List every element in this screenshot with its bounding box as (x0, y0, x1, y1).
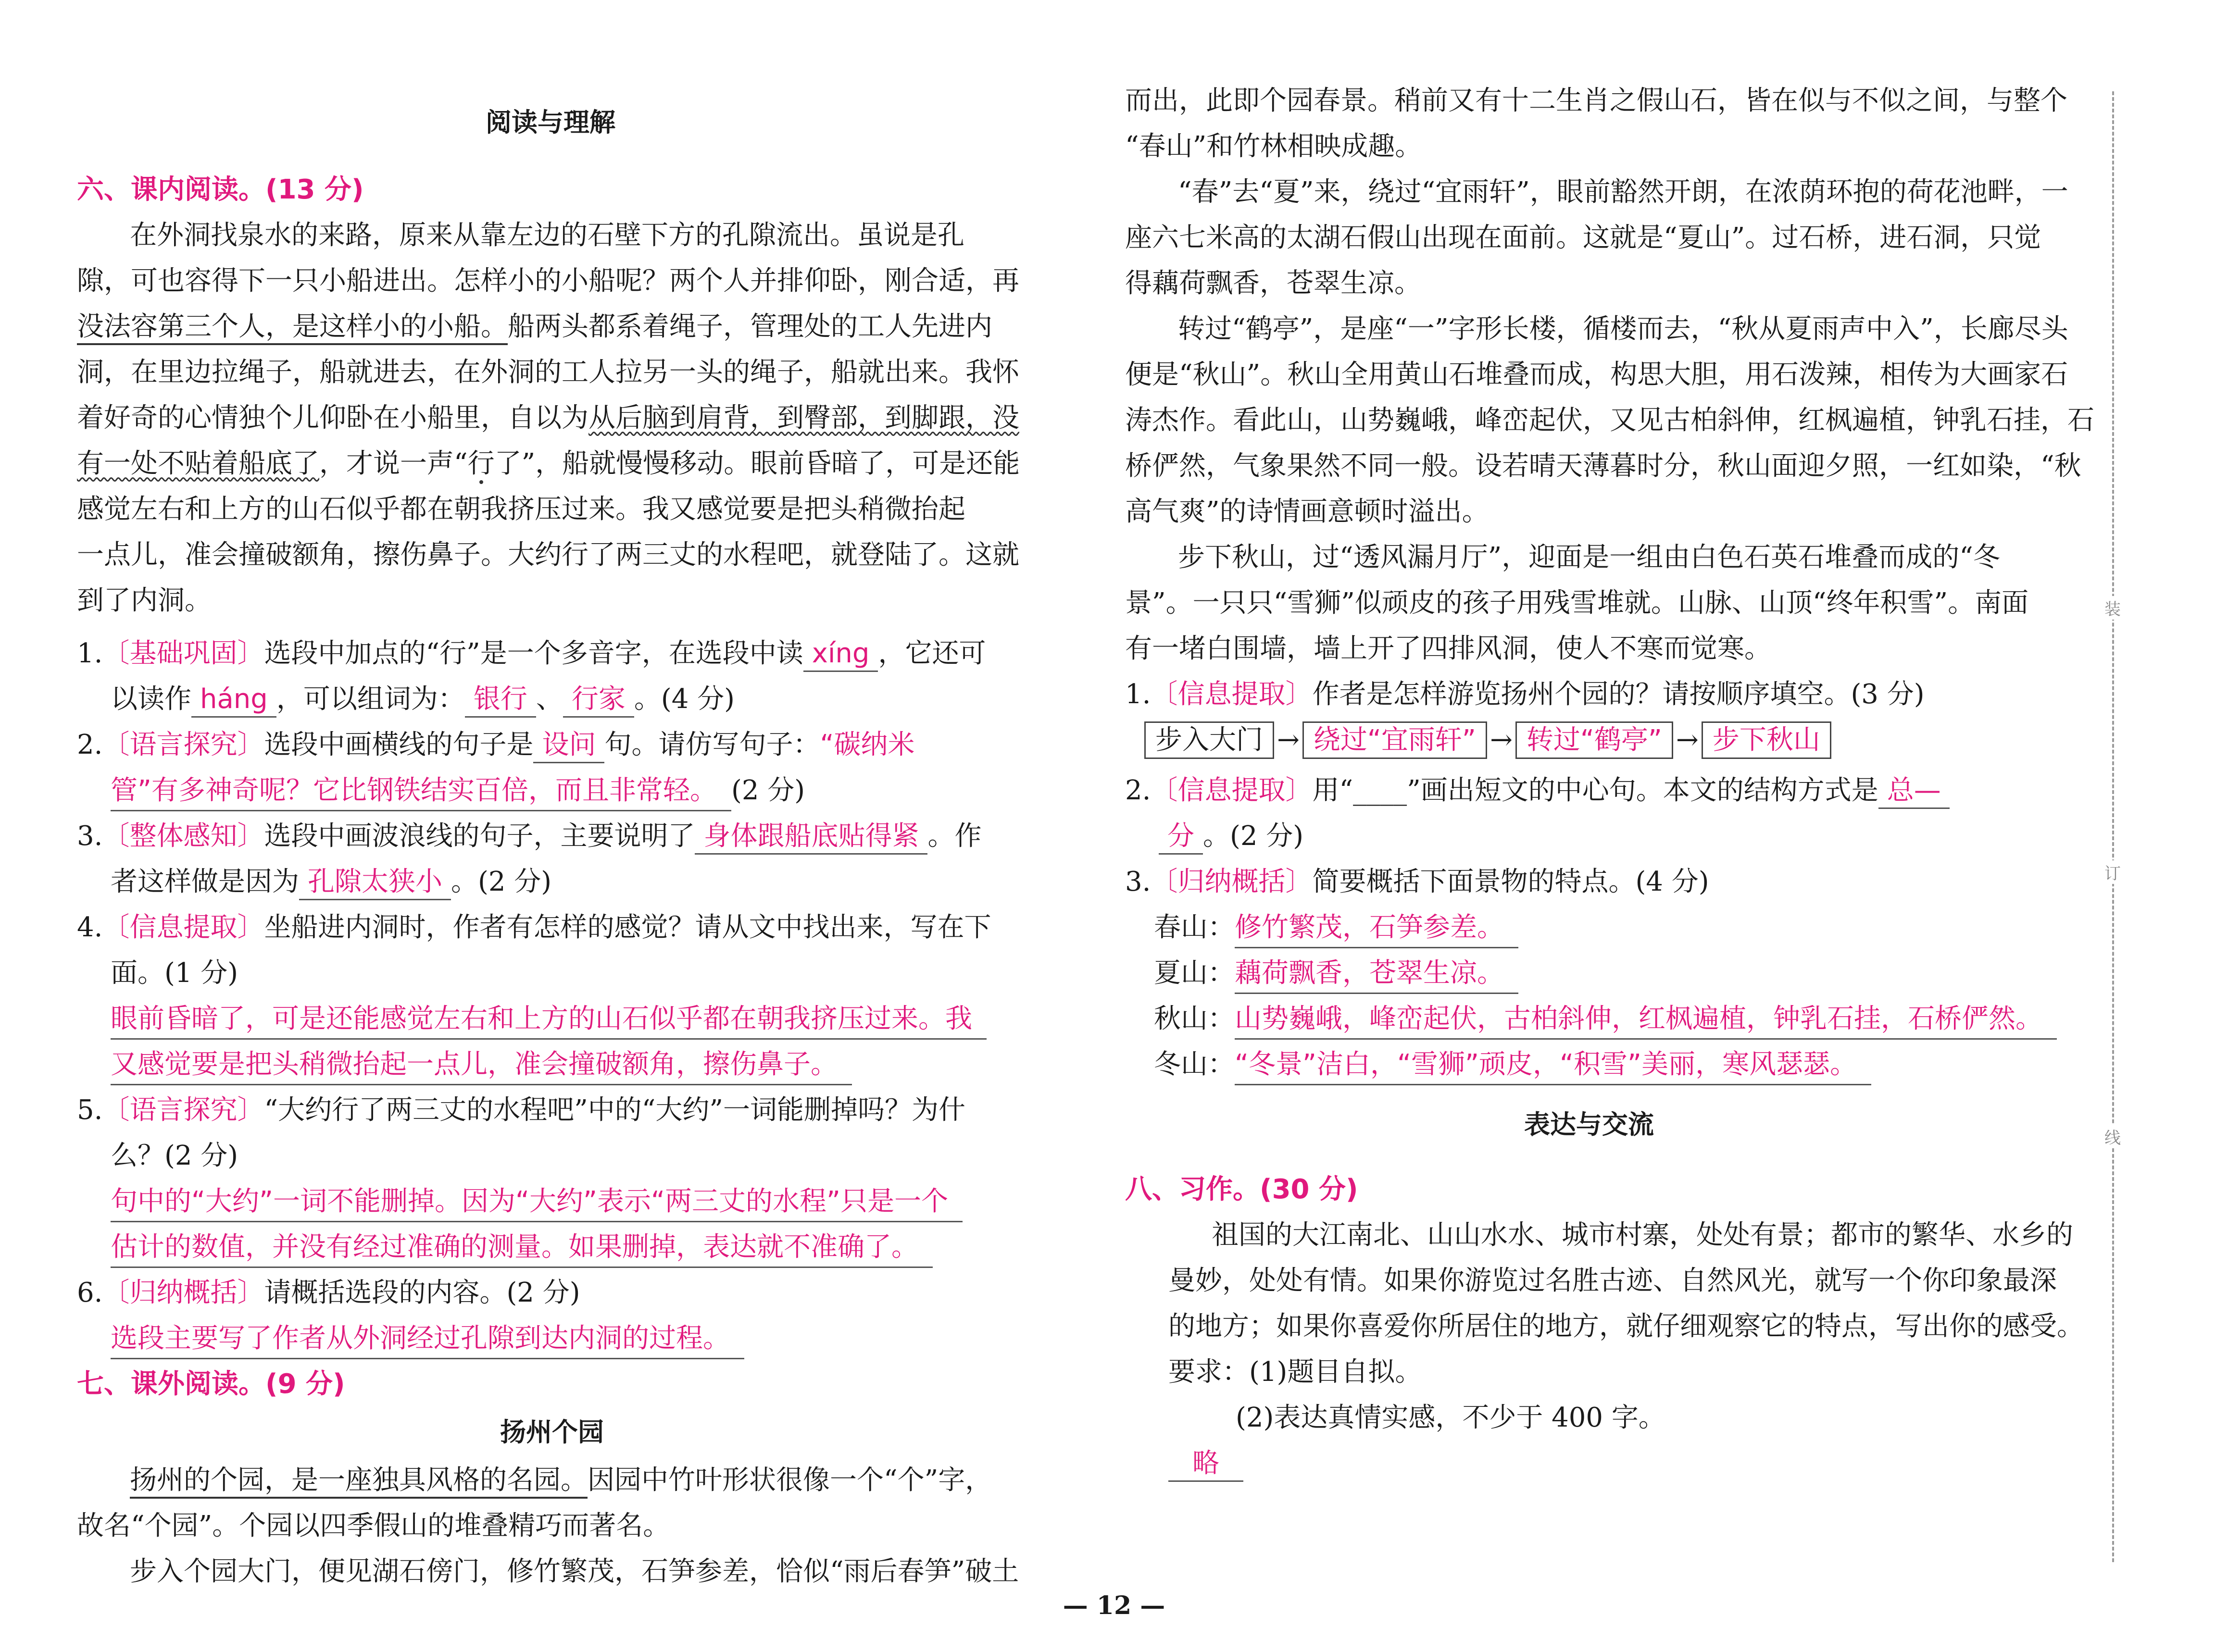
question-3: 3.〔整体感知〕选段中画波浪线的句子，主要说明了 身体跟船底贴得紧 。作 (77, 817, 981, 856)
article-line: “春”去“夏”来，绕过“宜雨轩”，眼前豁然开朗，在浓荫环抱的荷花池畔，一 (1178, 176, 2068, 208)
article-line: 有一堵白围墙，墙上开了四排风洞，使人不寒而觉寒。 (1125, 633, 1771, 664)
section-7-title: 七、课外阅读。(9 分) (77, 1368, 345, 1400)
answer-line: 略 (1168, 1444, 1243, 1483)
article-line: 便是“秋山”。秋山全用黄山石堆叠而成，构思大胆，用石泼辣，相传为大画家石 (1125, 359, 2068, 390)
wavy-sentence-end: 有一处不贴着船底了 (77, 448, 319, 479)
answer-line: 选段主要写了作者从外洞经过孔隙到达内洞的过程。 (111, 1319, 744, 1359)
article-title: 扬州个园 (500, 1417, 604, 1447)
passage-line: 隙，可也容得下一只小船进出。怎样小的小船呢？两个人并排仰卧，刚合适，再 (77, 265, 1019, 297)
binding-label: 装 (2102, 596, 2123, 620)
answer-blank: 总— (1878, 774, 1950, 809)
flow-step-answer: 步下秋山 (1702, 721, 1831, 759)
section-heading-writing: 表达与交流 (1524, 1109, 1654, 1140)
article-line: 高气爽”的诗情画意顿时溢出。 (1125, 496, 1489, 527)
answer-blank: xíng (803, 637, 878, 672)
prompt-line: 要求：(1)题目自拟。 (1168, 1356, 1422, 1388)
question-6: 6.〔归纳概括〕请概括选段的内容。(2 分) (77, 1277, 580, 1308)
passage-line: 洞，在里边拉绳子，船就进去，在外洞的工人拉另一头的绳子，船就出来。我怀 (77, 357, 1019, 388)
article-line: 步下秋山，过“透风漏月厅”，迎面是一组由白色石英石堆叠而成的“冬 (1178, 542, 2000, 573)
passage-line: 一点儿，准会撞破额角，擦伤鼻子。大约行了两三丈的水程吧，就登陆了。这就 (77, 539, 1019, 571)
article-line: 桥俨然，气象果然不同一般。设若晴天薄暮时分，秋山面迎夕照，一红如染，“秋 (1125, 450, 2081, 482)
passage-line: 没法容第三个人，是这样小的小船。船两头都系着绳子，管理处的工人先进内 (77, 308, 992, 346)
wavy-sentence: 从后脑到肩背，到臀部，到脚跟，没 (588, 402, 1019, 434)
article-line: “春山”和竹林相映成趣。 (1125, 131, 1422, 162)
section-8-title: 八、习作。(30 分) (1125, 1174, 1358, 1205)
question-1-cont: 以读作 háng ，可以组词为： 银行 、 行家 。(4 分) (111, 680, 735, 719)
answer-line: 又感觉要是把头稍微抬起一点儿，准会撞破额角，擦伤鼻子。 (111, 1045, 852, 1085)
passage-line: 在外洞找泉水的来路，原来从靠左边的石壁下方的孔隙流出。虽说是孔 (130, 220, 964, 251)
binding-label: 线 (2102, 1125, 2123, 1148)
article-line: 座六七米高的太湖石假山出现在面前。这就是“夏山”。过石桥，进石洞，只觉 (1125, 222, 2041, 253)
answer-line: 眼前昏暗了，可是还能感觉左右和上方的山石似乎都在朝我挤压过来。我 (111, 1000, 987, 1040)
question-1: 1.〔基础巩固〕选段中加点的“行”是一个多音字，在选段中读 xíng ，它还可 (77, 634, 986, 673)
page-number: — 12 — (1063, 1591, 1165, 1620)
answer-blank: 分 (1159, 820, 1203, 855)
question-2-cont: 管”有多神奇呢？它比钢铁结实百倍，而且非常轻。 (2 分) (111, 771, 805, 811)
question-r1: 1.〔信息提取〕作者是怎样游览扬州个园的？请按顺序填空。(3 分) (1125, 679, 1925, 710)
passage-line: 着好奇的心情独个儿仰卧在小船里，自以为从后脑到肩背，到臀部，到脚跟，没 (77, 402, 1019, 434)
passage-line: 有一处不贴着船底了，才说一声“行了”，船就慢慢移动。眼前昏暗了，可是还能 (77, 448, 1020, 479)
section-6-title: 六、课内阅读。(13 分) (77, 174, 364, 205)
answer-line: 估计的数值，并没有经过准确的测量。如果删掉，表达就不准确了。 (111, 1228, 933, 1268)
question-4-cont: 面。(1 分) (111, 957, 238, 989)
answer-blank: háng (191, 683, 276, 718)
question-5: 5.〔语言探究〕“大约行了两三丈的水程吧”中的“大约”一词能删掉吗？为什 (77, 1094, 965, 1126)
binding-dashed-line (2112, 91, 2114, 1562)
prompt-line: 的地方；如果你喜爱你所居住的地方，就仔细观察它的特点，写出你的感受。 (1168, 1311, 2084, 1342)
answer-blank: 银行 (465, 683, 536, 718)
article-line: 扬州的个园，是一座独具风格的名园。因园中竹叶形状很像一个“个”字， (130, 1461, 992, 1500)
answer-line: 句中的“大约”一词不能删掉。因为“大约”表示“两三丈的水程”只是一个 (111, 1182, 963, 1222)
arrow-icon: → (1676, 724, 1699, 756)
sequence-flow (1144, 721, 1831, 759)
binding-label: 订 (2102, 860, 2123, 884)
question-4: 4.〔信息提取〕坐船进内洞时，作者有怎样的感觉？请从文中找出来，写在下 (77, 912, 991, 943)
passage-line: 感觉左右和上方的山石似乎都在朝我挤压过来。我又感觉要是把头稍微抬起 (77, 494, 965, 525)
article-line: 而出，此即个园春景。稍前又有十二生肖之假山石，皆在似与不似之间，与整个 (1125, 85, 2067, 116)
article-line: 得藕荷飘香，苍翠生凉。 (1125, 268, 1421, 299)
flow-step: 步入大门 (1144, 721, 1274, 759)
feature-row: 春山：修竹繁茂，石笋参差。 (1154, 908, 1518, 948)
flow-step-answer: 转过“鹤亭” (1515, 721, 1673, 759)
flow-step-answer: 绕过“宜雨轩” (1302, 721, 1487, 759)
article-line: 涛杰作。看此山，山势巍峨，峰峦起伏，又见古柏斜伸，红枫遍植，钟乳石挂，石 (1125, 405, 2094, 436)
article-line: 转过“鹤亭”，是座“一”字形长楼，循楼而去，“秋从夏雨声中入”，长廊尽头 (1178, 313, 2068, 345)
question-2: 2.〔语言探究〕选段中画横线的句子是 设问 句。请仿写句子：“碳纳米 (77, 726, 914, 764)
arrow-icon: → (1277, 724, 1300, 756)
section-heading-reading: 阅读与理解 (486, 107, 615, 137)
question-r2-cont: 分 。(2 分) (1159, 817, 1303, 856)
answer-blank: 孔隙太狭小 (299, 865, 451, 900)
passage-line: 到了内洞。 (77, 585, 212, 616)
article-line: 景”。一只只“雪狮”似顽皮的孩子用残雪堆就。山脉、山顶“终年积雪”。南面 (1125, 587, 2029, 619)
article-line: 步入个园大门，便见湖石傍门，修竹繁茂，石笋参差，恰似“雨后春笋”破土 (130, 1556, 1019, 1587)
article-line: 故名“个园”。个园以四季假山的堆叠精巧而著名。 (77, 1510, 670, 1541)
feature-row: 冬山：“冬景”洁白，“雪狮”顽皮，“积雪”美丽，寒风瑟瑟。 (1154, 1045, 1871, 1085)
question-r3: 3.〔归纳概括〕简要概括下面景物的特点。(4 分) (1125, 866, 1709, 897)
arrow-icon: → (1490, 724, 1513, 756)
prompt-line: 曼妙，处处有情。如果你游览过名胜古迹、自然风光，就写一个你印象最深 (1168, 1265, 2057, 1296)
prompt-line: 祖国的大江南北、山山水水、城市村寨，处处有景；都市的繁华、水乡的 (1212, 1219, 2073, 1251)
underlined-sentence: 没法容第三个人，是这样小的小船。 (77, 311, 508, 345)
prompt-line: (2)表达真情实感，不少于 400 字。 (1236, 1402, 1665, 1433)
question-5-cont: 么？(2 分) (111, 1140, 238, 1171)
answer-blank: 行家 (563, 683, 634, 718)
feature-row: 秋山：山势巍峨，峰峦起伏，古柏斜伸，红枫遍植，钟乳石挂，石桥俨然。 (1154, 1000, 2057, 1040)
answer-blank: 设问 (533, 728, 604, 763)
dotted-character: 行 (467, 448, 495, 479)
feature-row: 夏山：藕荷飘香，苍翠生凉。 (1154, 954, 1518, 994)
answer-blank: 身体跟船底贴得紧 (695, 820, 927, 855)
question-r2: 2.〔信息提取〕用“____”画出短文的中心句。本文的结构方式是 总— (1125, 771, 1950, 810)
question-3-cont: 者这样做是因为 孔隙太狭小 。(2 分) (111, 863, 551, 901)
